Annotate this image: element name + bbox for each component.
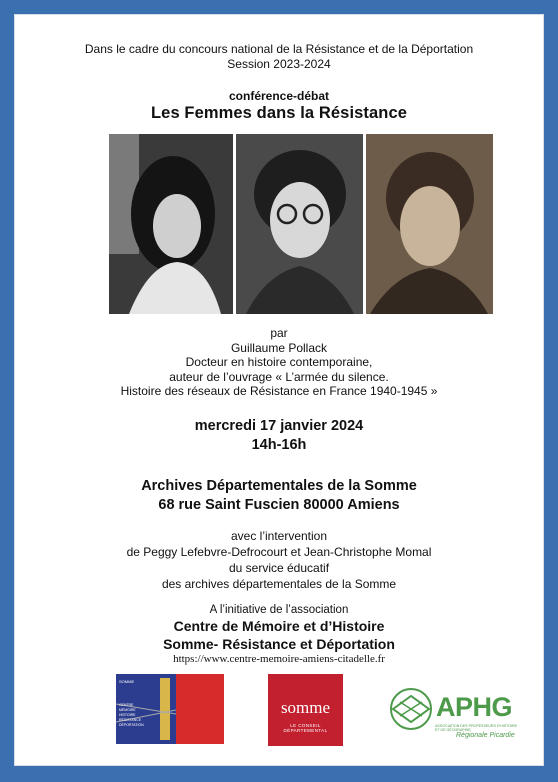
cmr-label: SOMME [119,679,135,684]
header [14,42,544,72]
venue-name: Archives Départementales de la Somme [141,478,417,494]
event-time: 14h-16h [251,437,307,453]
venue [14,477,544,515]
poster [14,14,544,766]
event-title: Les Femmes dans la Résistance [150,104,408,122]
cmr-line-4: RÉSISTANCE [119,718,142,722]
cmr-line-1: CENTRE [119,703,134,707]
somme-logo [268,674,343,746]
portrait-photo-1 [109,134,233,314]
somme-logo-word: somme [280,698,331,717]
association-name-line1: Centre de Mémoire et d’Histoire [173,618,385,634]
speaker-book-line2: Histoire des réseaux de Résistance en France 1940-1945 » [120,384,438,398]
aphg-name: APHG [436,692,513,722]
aphg-fine-print: ASSOCIATION DES PROFESSEURS D'HISTOIRE ET DE GÉOGRAPHIE [435,724,518,732]
speaker-name: Guillaume Pollack [230,340,328,355]
cmr-logo [116,674,224,744]
aphg-region: Régionale Picardie [456,732,515,739]
intervention-line3: du service éducatif [228,561,330,575]
event-type: conférence-débat [228,89,330,103]
portrait-photo-2 [236,134,363,314]
cmr-line-2: MÉMOIRE [119,708,136,712]
schedule [14,417,544,455]
intervention [14,528,544,592]
cmr-line-5: DÉPORTATION [119,723,144,727]
aphg-globe-icon [388,686,434,732]
venue-address: 68 rue Saint Fuscien 80000 Amiens [158,497,400,513]
speaker-block [14,326,544,399]
aphg-logo [388,686,524,744]
header-line2: Session 2023-2024 [227,57,331,71]
initiative-intro: A l’initiative de l’association [209,604,349,616]
association-url[interactable]: https://www.centre-memoire-amiens-citadelle.fr [173,653,385,665]
intervention-line4: des archives départementales de la Somme [161,577,397,591]
intervention-line1: avec l’intervention [230,529,328,543]
event-date: mercredi 17 janvier 2024 [194,418,364,434]
somme-logo-sub: LE CONSEIL DÉPARTEMENTAL [283,723,328,733]
speaker-by: par [270,326,288,340]
association-name-line2: Somme- Résistance et Déportation [163,636,395,652]
intervention-line2: de Peggy Lefebvre-Defrocourt et Jean-Christophe Momal [126,545,432,559]
speaker-role: Docteur en histoire contemporaine, [185,355,373,369]
association-name [14,617,544,653]
cmr-line-3: HISTOIRE [119,713,136,717]
speaker-book-line1: auteur de l’ouvrage « L’armée du silence. [169,369,389,384]
portrait-photo-3 [366,134,493,314]
header-line1: Dans le cadre du concours national de la Résistance et de la Déportation [84,42,474,56]
